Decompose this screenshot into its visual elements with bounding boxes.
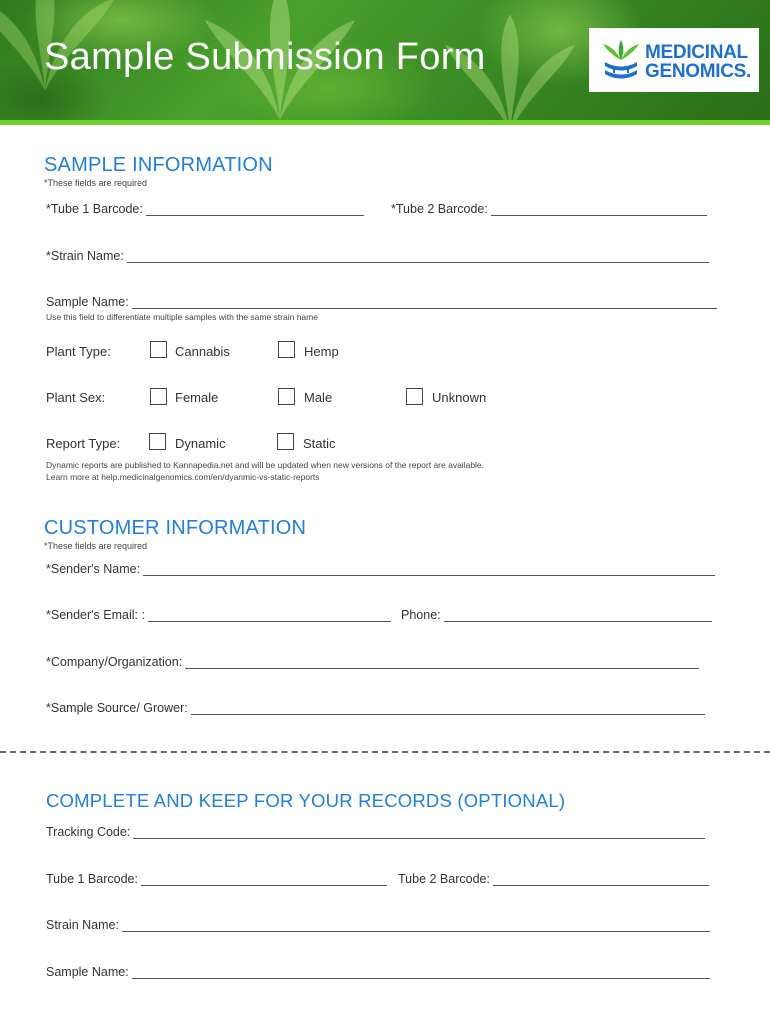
header-accent-band <box>0 120 770 125</box>
cut-line-divider <box>0 751 770 753</box>
tracking-code-field[interactable] <box>46 825 705 839</box>
tracking-code-label: Tracking Code: <box>46 825 131 839</box>
customer-info-heading: CUSTOMER INFORMATION <box>44 517 307 539</box>
company-label: *Company/Organization: <box>46 655 183 669</box>
sample-source-field[interactable] <box>46 701 705 715</box>
unknown-option-label: Unknown <box>432 390 487 405</box>
tube2-barcode-label: *Tube 2 Barcode: <box>391 202 488 216</box>
tube2-barcode-field[interactable] <box>391 202 707 216</box>
tube1-barcode-label: *Tube 1 Barcode: <box>46 202 143 216</box>
sender-name-label: *Sender's Name: <box>46 562 141 576</box>
female-option-label: Female <box>175 390 219 405</box>
sender-email-label: *Sender's Email: : <box>46 608 145 622</box>
male-checkbox[interactable] <box>278 388 295 405</box>
hemp-checkbox[interactable] <box>278 341 295 358</box>
sample-name-input[interactable] <box>132 298 717 309</box>
record-tube1-label: Tube 1 Barcode: <box>46 872 138 886</box>
record-sample-name-input[interactable] <box>132 968 710 979</box>
sample-source-label: *Sample Source/ Grower: <box>46 701 188 715</box>
page-title: Sample Submission Form <box>44 36 486 78</box>
plant-type-label: Plant Type: <box>46 344 111 359</box>
cannabis-checkbox[interactable] <box>150 341 167 358</box>
company-field[interactable] <box>46 655 699 669</box>
female-checkbox[interactable] <box>150 388 167 405</box>
record-strain-field[interactable] <box>46 918 710 932</box>
strain-name-input[interactable] <box>127 252 709 263</box>
dynamic-option-label: Dynamic <box>175 436 226 451</box>
dynamic-checkbox[interactable] <box>149 433 166 450</box>
strain-name-field[interactable] <box>46 249 709 263</box>
phone-label: Phone: <box>401 608 441 622</box>
plant-sex-label: Plant Sex: <box>46 390 106 405</box>
record-strain-input[interactable] <box>122 921 710 932</box>
record-tube2-input[interactable] <box>493 875 709 886</box>
required-note: *These fields are required <box>44 541 148 551</box>
phone-input[interactable] <box>444 611 712 622</box>
sender-name-input[interactable] <box>143 565 715 576</box>
hemp-option-label: Hemp <box>304 344 339 359</box>
sample-name-label: Sample Name: <box>46 295 129 309</box>
static-option-label: Static <box>303 436 336 451</box>
male-option-label: Male <box>304 390 333 405</box>
record-tube2-field[interactable] <box>398 872 709 886</box>
record-tube2-label: Tube 2 Barcode: <box>398 872 490 886</box>
sender-name-field[interactable] <box>46 562 715 576</box>
company-logo <box>589 28 759 92</box>
record-tube1-input[interactable] <box>141 875 387 886</box>
record-strain-label: Strain Name: <box>46 918 119 932</box>
sample-info-heading: SAMPLE INFORMATION <box>44 154 273 176</box>
company-input[interactable] <box>185 658 699 669</box>
sender-email-field[interactable] <box>46 608 391 622</box>
record-tube1-field[interactable] <box>46 872 387 886</box>
static-checkbox[interactable] <box>277 433 294 450</box>
record-sample-name-field[interactable] <box>46 965 710 979</box>
required-note: *These fields are required <box>44 178 148 188</box>
unknown-checkbox[interactable] <box>406 388 423 405</box>
sender-email-input[interactable] <box>148 611 391 622</box>
strain-name-label: *Strain Name: <box>46 249 124 263</box>
tube1-barcode-input[interactable] <box>146 205 364 216</box>
tube2-barcode-input[interactable] <box>491 205 707 216</box>
dna-leaf-logo-icon <box>599 38 643 82</box>
report-type-label: Report Type: <box>46 436 121 451</box>
cannabis-option-label: Cannabis <box>175 344 230 359</box>
tracking-code-input[interactable] <box>133 828 705 839</box>
sample-name-field[interactable] <box>46 295 717 309</box>
tube1-barcode-field[interactable] <box>46 202 364 216</box>
sample-source-input[interactable] <box>191 704 705 715</box>
logo-text-genomics: GENOMICS. <box>645 61 752 82</box>
sample-name-hint: Use this field to differentiate multiple samples with the same strain name <box>46 312 318 322</box>
record-sample-name-label: Sample Name: <box>46 965 129 979</box>
report-note-line2: Learn more at help.medicinalgenomics.com/en/dyanmic-vs-static-reports <box>46 472 320 482</box>
phone-field[interactable] <box>401 608 712 622</box>
header-banner <box>0 0 770 120</box>
records-heading: COMPLETE AND KEEP FOR YOUR RECORDS (OPTIONAL) <box>46 790 566 811</box>
logo-text-medicinal: MEDICINAL <box>645 42 748 63</box>
report-note-line1: Dynamic reports are published to Kannapedia.net and will be updated when new versions of the report are available. <box>46 460 485 470</box>
